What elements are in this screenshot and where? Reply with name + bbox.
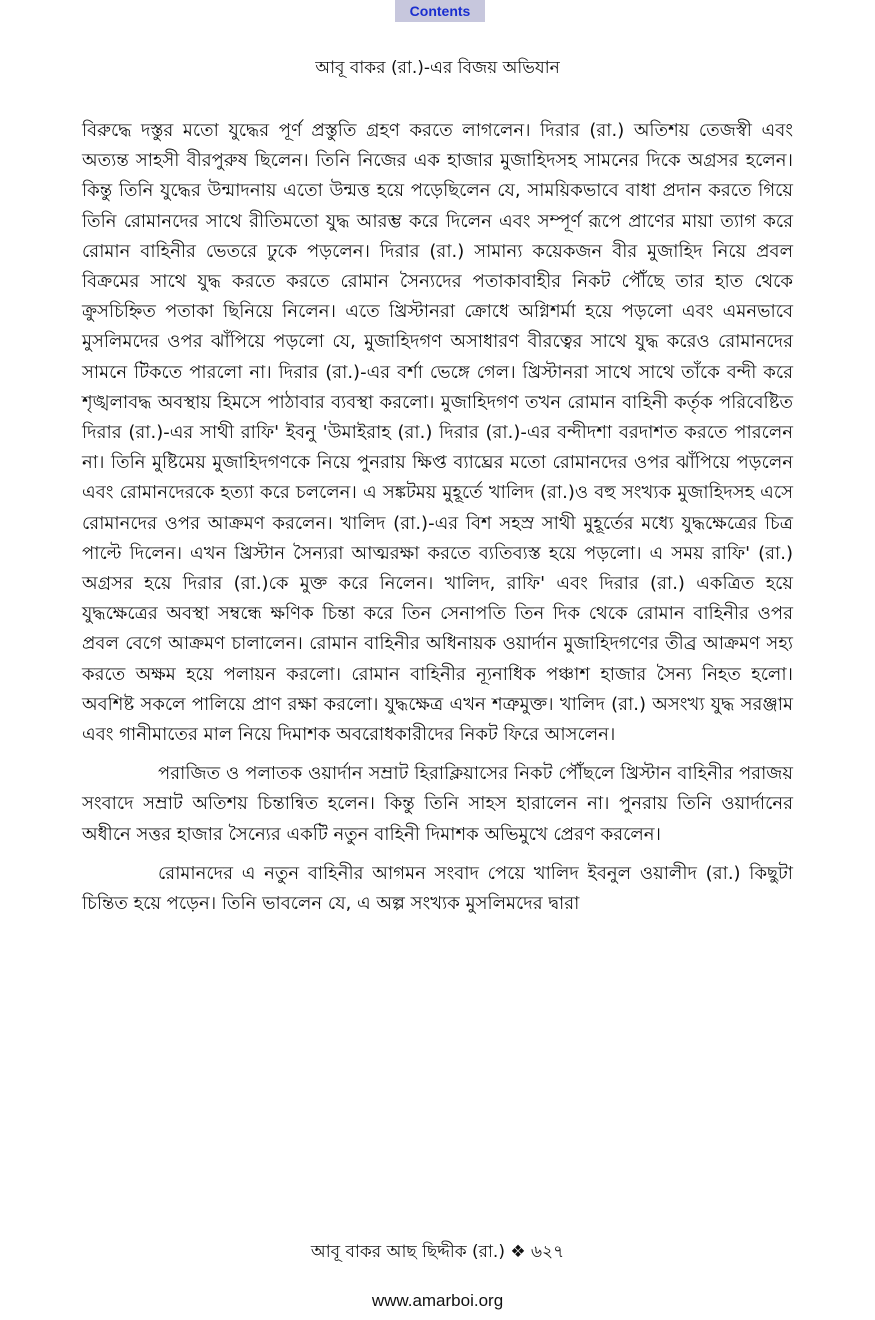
paragraph-2: পরাজিত ও পলাতক ওয়ার্দান সম্রাট হিরাক্লিয়াসের নিকট পৌঁছলে খ্রিস্টান বাহিনীর পরাজয় সংবাদে সম্রাট অতিশয় চিন্তান্বিত হলেন। কিন্তু তিনি সাহস হারালেন না। পুনরায় তিনি ওয়ার্দানের অধীনে সত্তর হাজার সৈন্যের একটি নতুন বাহিনী দিমাশক অভিমুখে প্রেরণ করলেন। [82, 763, 793, 845]
body-text [82, 116, 793, 919]
running-head-title: আবূ বাকর (রা.)-এর বিজয় অভিযান [315, 58, 560, 78]
site-url: www.amarboi.org [371, 1291, 504, 1310]
contents-button[interactable]: Contents [395, 0, 485, 22]
paragraph-1: বিরুদ্ধে দস্তুর মতো যুদ্ধের পূর্ণ প্রস্তুতি গ্রহণ করতে লাগলেন। দিরার (রা.) অতিশয় তেজস্বী এবং অত্যন্ত সাহসী বীরপুরুষ ছিলেন। তিনি নিজের এক হাজার মুজাহিদসহ সামনের দিকে অগ্রসর হলেন। কিন্তু তিনি যুদ্ধের উন্মাদনায় এতো উন্মত্ত হয়ে পড়েছিলেন যে, সাময়িকভাবে বাধা প্রদান করতে গিয়ে তিনি রোমানদের সাথে রীতিমতো যুদ্ধ আরম্ভ করে দিলেন এবং সম্পূর্ণ রূপে প্রাণের মায়া ত্যাগ করে রোমান বাহিনীর ভেতরে ঢুকে পড়লেন। দিরার (রা.) সামান্য কয়েকজন বীর মুজাহিদ নিয়ে প্রবল বিক্রমের সাথে যুদ্ধ করতে করতে রোমান সৈন্যদের পতাকাবাহীর নিকট পৌঁছে তার হাত থেকে ক্রুসচিহ্নিত পতাকা ছিনিয়ে নিলেন। এতে খ্রিস্টানরা ক্রোধে অগ্নিশর্মা হয়ে পড়লো এবং এমনভাবে মুসলিমদের ওপর ঝাঁপিয়ে পড়লো যে, মুজাহিদগণ অসাধারণ বীরত্বের সাথে যুদ্ধ করেও রোমানদের সামনে টিকতে পারলো না। দিরার (রা.)-এর বর্শা ভেঙ্গে গেল। খ্রিস্টানরা সাথে সাথে তাঁকে বন্দী করে শৃঙ্খলাবদ্ধ অবস্থায় হিমসে পাঠাবার ব্যবস্থা করলো। মুজাহিদগণ তখন রোমান বাহিনী কর্তৃক পরিবেষ্টিত দিরার (রা.)-এর সাথী রাফি' ইবনু 'উমাইরাহ (রা.) দিরার (রা.)-এর বন্দীদশা বরদাশত করতে পারলেন না। তিনি মুষ্টিমেয় মুজাহিদগণকে নিয়ে পুনরায় ক্ষিপ্ত ব্যাঘ্রের মতো রোমানদের ওপর ঝাঁপিয়ে পড়লেন এবং রোমানদেরকে হত্যা করে চললেন। এ সঙ্কটময় মুহূর্তে খালিদ (রা.)ও বহু সংখ্যক মুজাহিদসহ এসে রোমানদের ওপর আক্রমণ করলেন। খালিদ (রা.)-এর বিশ সহস্র সাথী মুহূর্তের মধ্যে যুদ্ধক্ষেত্রের চিত্র পাল্টে দিলেন। এখন খ্রিস্টান সৈন্যরা আত্মরক্ষা করতে ব্যতিব্যস্ত হয়ে পড়লো। এ সময় রাফি' (রা.) অগ্রসর হয়ে দিরার (রা.)কে মুক্ত করে নিলেন। খালিদ, রাফি' এবং দিরার (রা.) একত্রিত হয়ে যুদ্ধক্ষেত্রের অবস্থা সম্বন্ধে ক্ষণিক চিন্তা করে তিন সেনাপতি তিন দিক থেকে রোমান বাহিনীর ওপর প্রবল বেগে আক্রমণ চালালেন। রোমান বাহিনীর অধিনায়ক ওয়ার্দান মুজাহিদগণের তীব্র আক্রমণ সহ্য করতে অক্ষম হয়ে পলায়ন করলো। রোমান বাহিনীর ন্যূনাধিক পঞ্চাশ হাজার সৈন্য নিহত হলো। অবশিষ্ট সকলে পালিয়ে প্রাণ রক্ষা করলো। যুদ্ধক্ষেত্র এখন শত্রুমুক্ত। খালিদ (রা.) অসংখ্য যুদ্ধ সরঞ্জাম এবং গানীমাতের মাল নিয়ে দিমাশক অবরোধকারীদের নিকট ফিরে আসলেন। [82, 120, 793, 746]
page-footer: আবূ বাকর আছ ছিদ্দীক (রা.) ❖ ৬২৭ [310, 1242, 565, 1262]
paragraph-3: রোমানদের এ নতুন বাহিনীর আগমন সংবাদ পেয়ে খালিদ ইবনুল ওয়ালীদ (রা.) কিছুটা চিন্তিত হয়ে পড়েন। তিনি ভাবলেন যে, এ অল্প সংখ্যক মুসলিমদের দ্বারা [82, 862, 793, 915]
